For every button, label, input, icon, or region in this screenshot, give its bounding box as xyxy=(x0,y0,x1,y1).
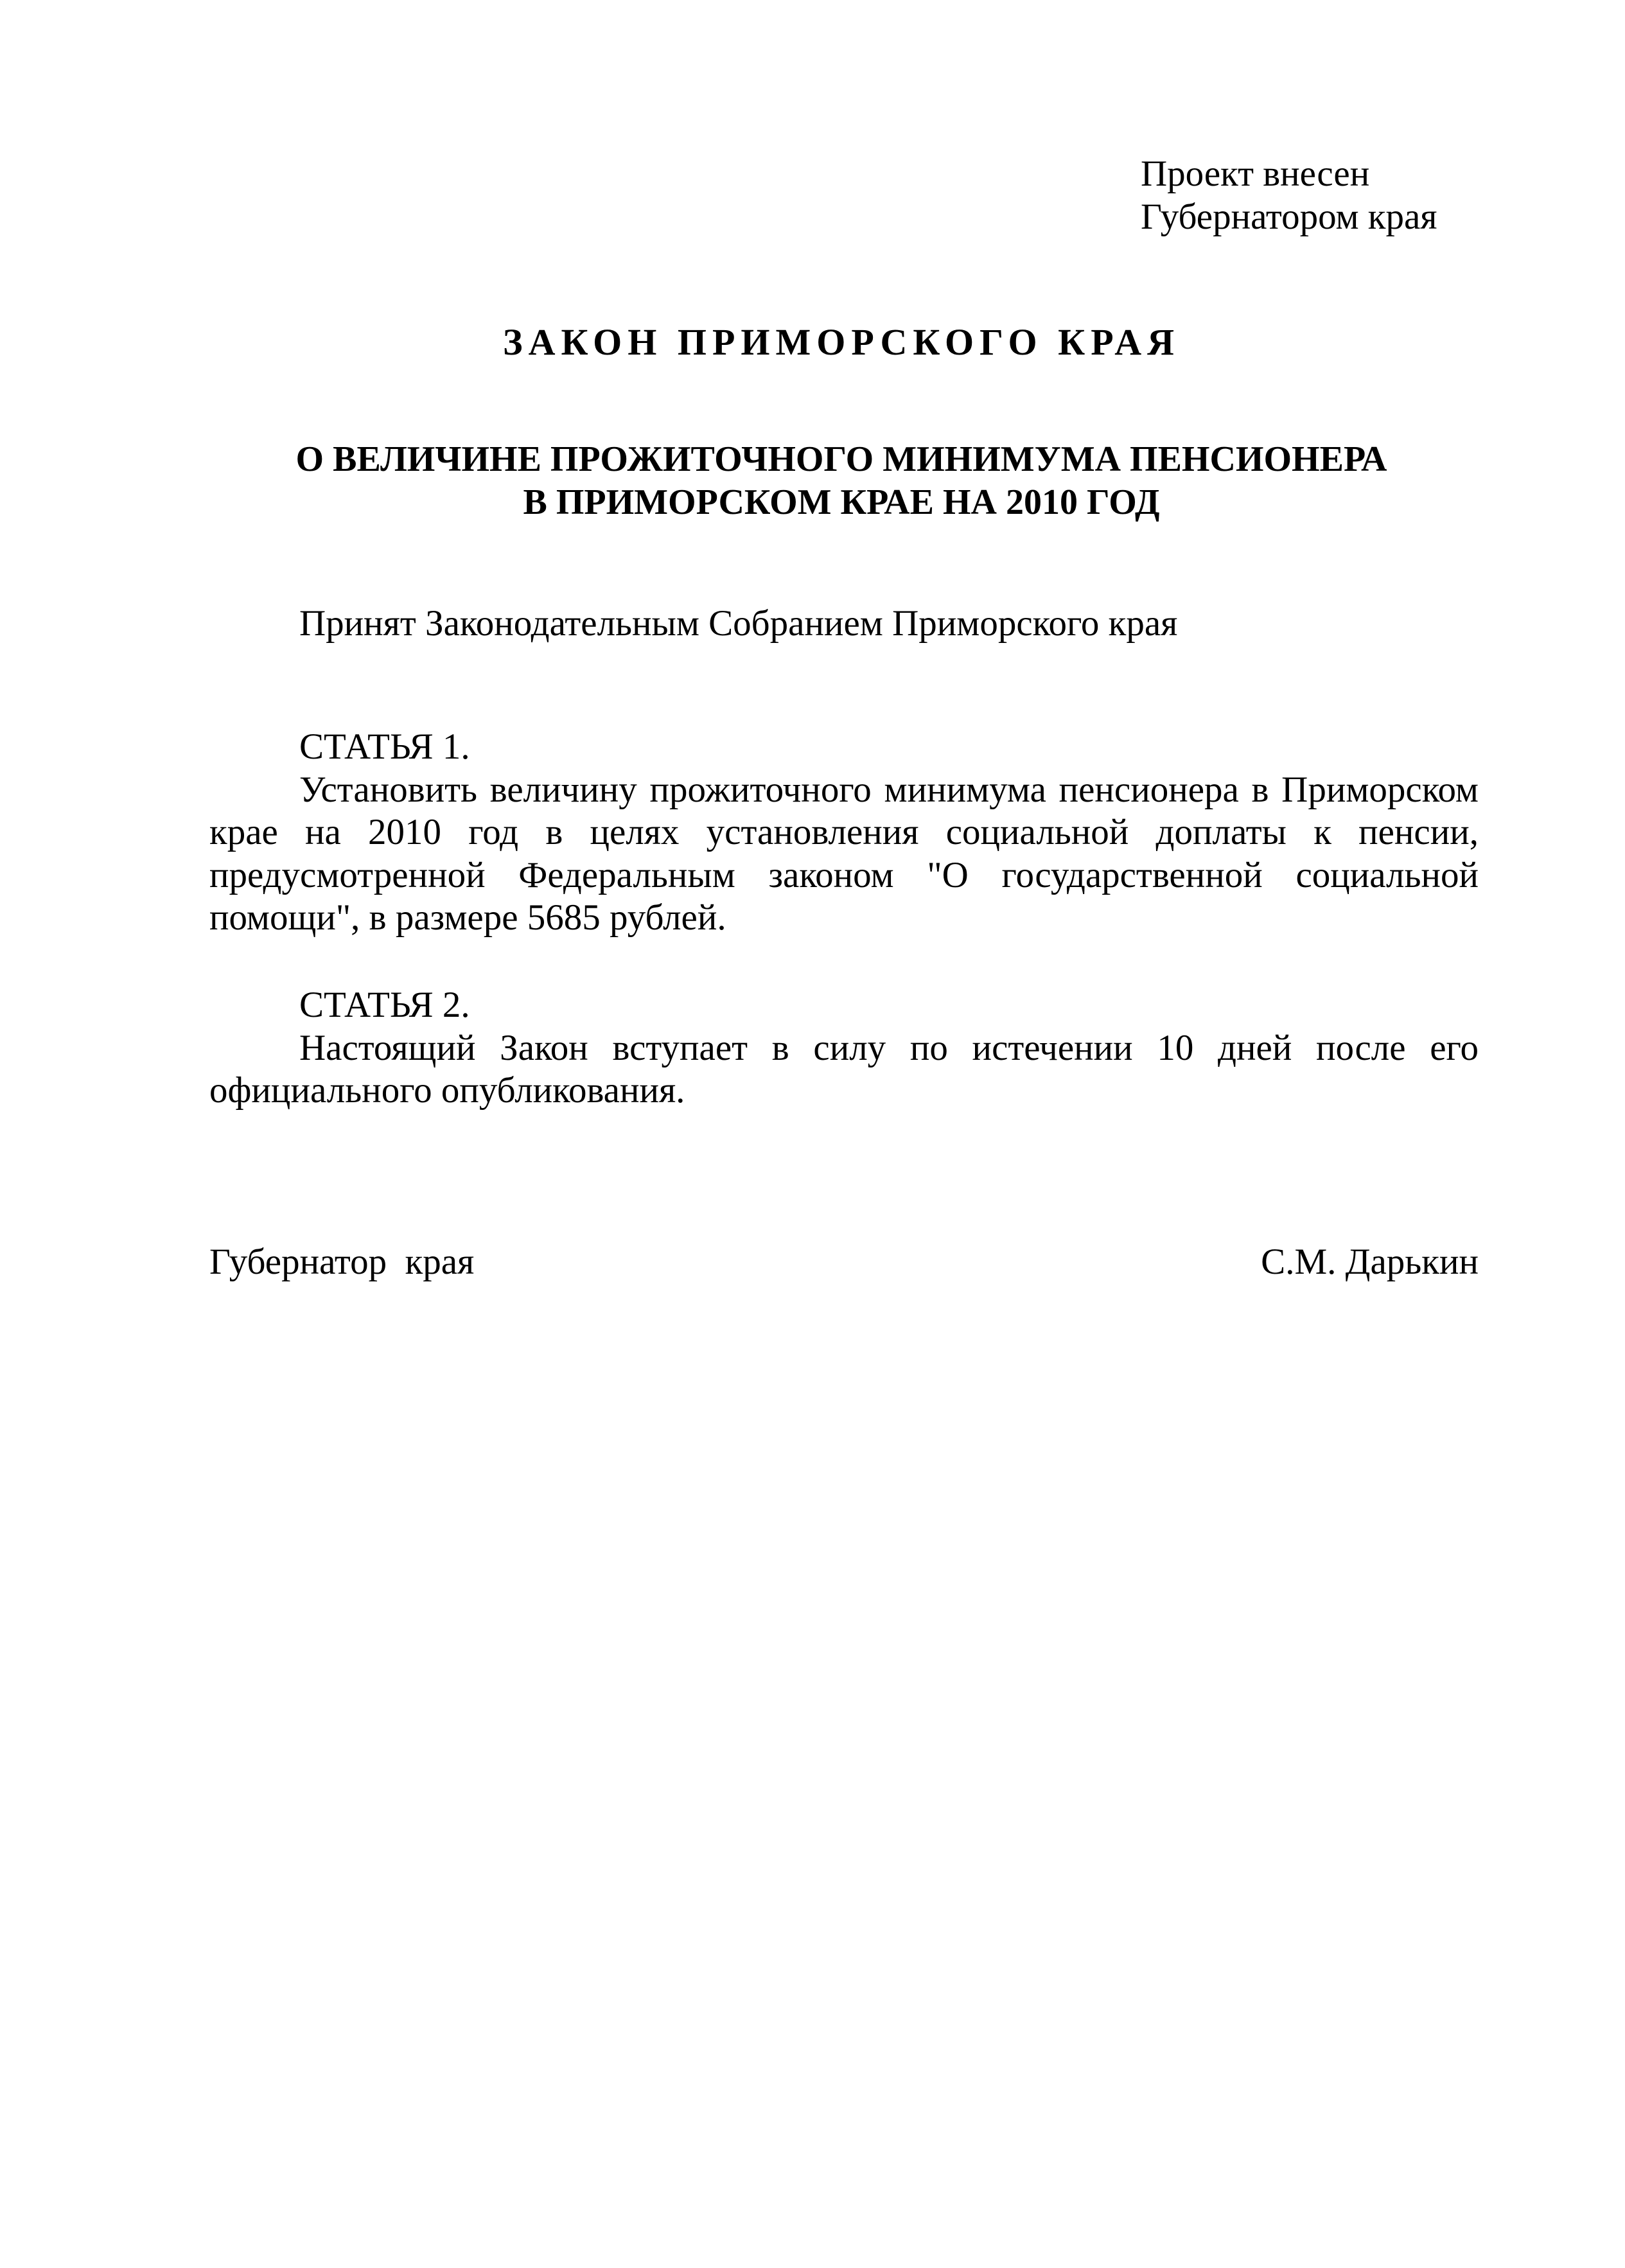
project-introduced-note xyxy=(1141,153,1437,238)
signatory-position: Губернатор края xyxy=(209,1242,475,1282)
adoption-note: Принят Законодательным Собранием Приморского края xyxy=(299,603,1178,644)
subtitle-line: В ПРИМОРСКОМ КРАЕ НА 2010 ГОД xyxy=(523,482,1160,522)
subtitle-line: О ВЕЛИЧИНЕ ПРОЖИТОЧНОГО МИНИМУМА ПЕНСИОНЕРА xyxy=(295,439,1387,479)
article-text: Настоящий Закон вступает в силу по истечении 10 дней после его официального опубликования. xyxy=(209,1027,1479,1111)
signatory-name: С.М. Дарькин xyxy=(1261,1242,1479,1282)
intro-line: Проект внесен xyxy=(1141,154,1370,194)
article-heading: СТАТЬЯ 2. xyxy=(299,985,470,1025)
article-text: Установить величину прожиточного минимума пенсионера в Приморском крае на 2010 год в целях установления социальной доплаты к пенсии, предусмотренной Федеральным законом "О государственной социальной помощи", в размере 5685 рублей. xyxy=(209,769,1479,938)
article-heading: СТАТЬЯ 1. xyxy=(299,726,470,767)
article-2 xyxy=(209,984,1479,1112)
intro-line: Губернатором края xyxy=(1141,196,1437,237)
document-title: ЗАКОН ПРИМОРСКОГО КРАЯ xyxy=(502,321,1180,363)
document-subtitle xyxy=(0,438,1625,523)
article-1 xyxy=(209,726,1479,940)
